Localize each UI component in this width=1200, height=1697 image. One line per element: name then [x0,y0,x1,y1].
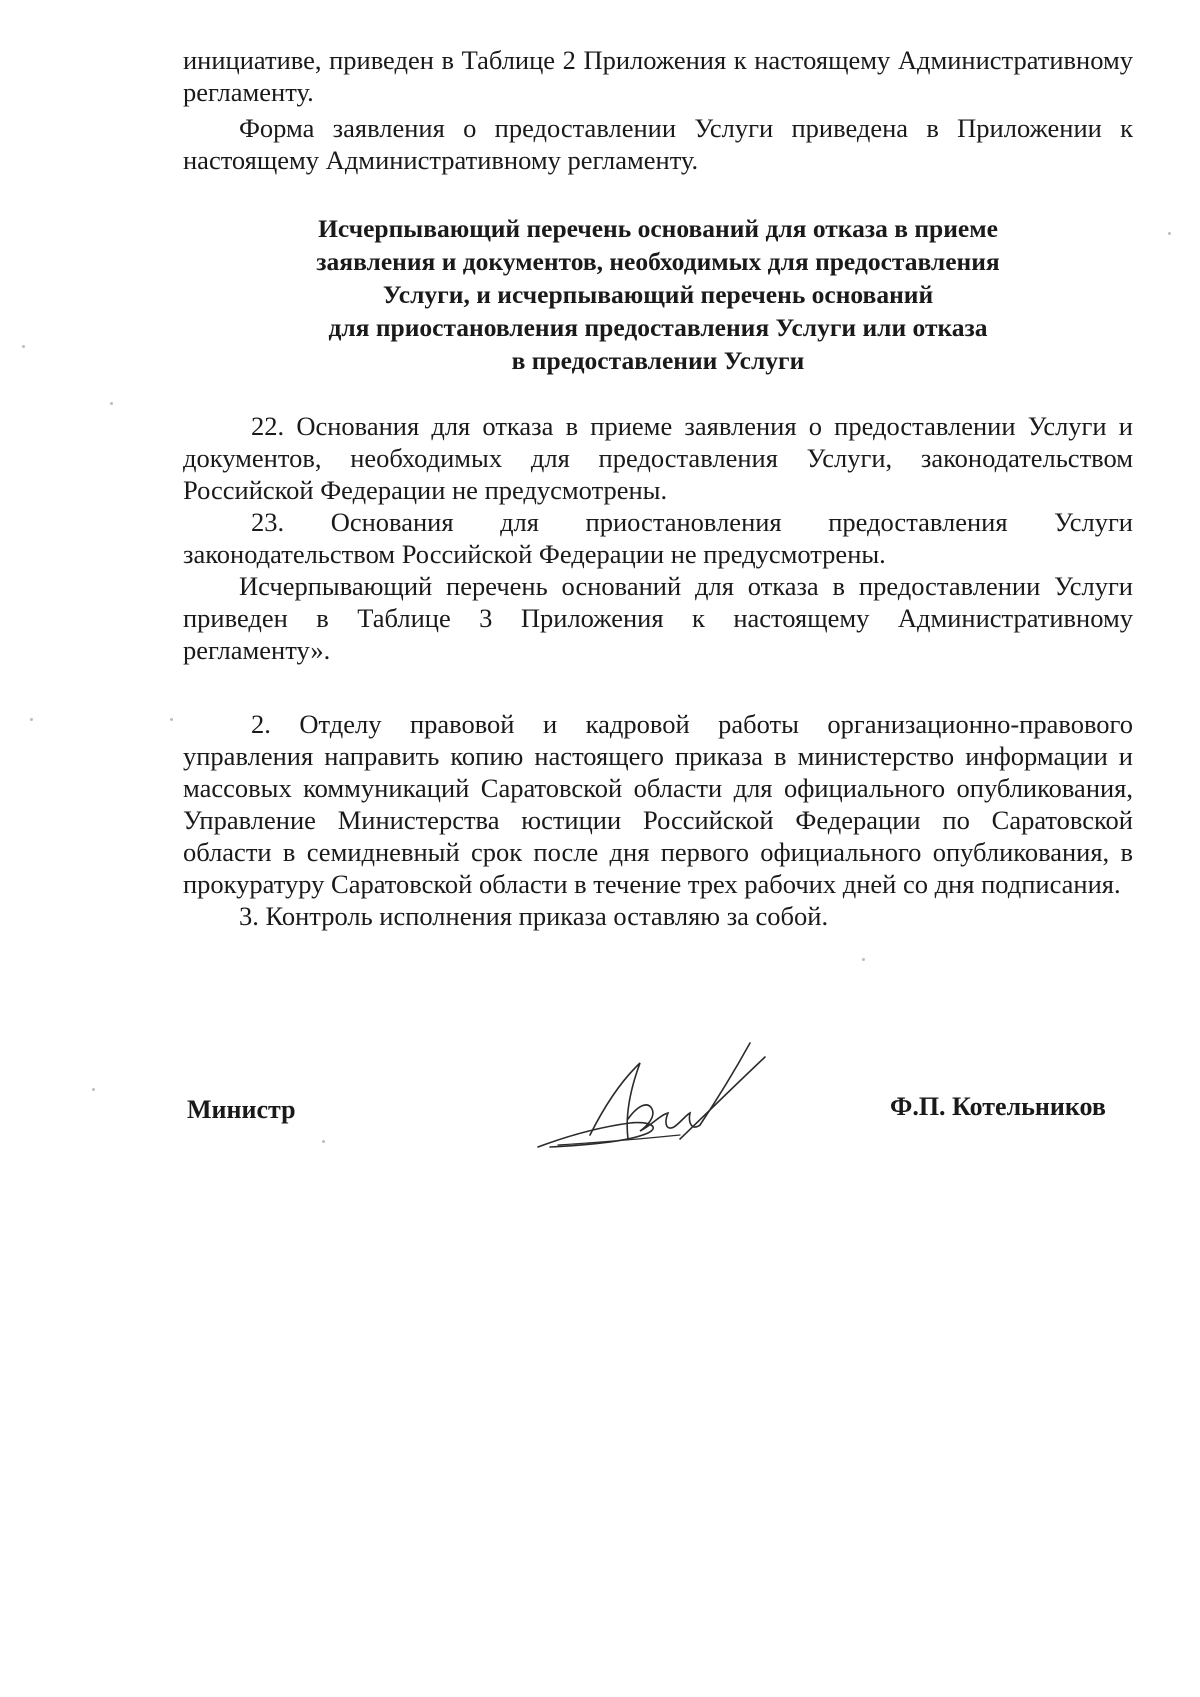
heading-line-5: в предоставлении Услуги [511,346,805,375]
order-item-2: 2. Отделу правовой и кадровой работы организационно-правового управления направить копию настоящего приказа в министерство информации и массовых коммуникаций Саратовской области для официального опубликования, Управление Министерства юстиции Российской Федерации по Саратовской области в семидневный срок после дня первого официального опубликования, в прокуратуру Саратовской области в течение трех рабочих дней со дня подписания. [183,709,1133,899]
signatory-title: Министр [187,1095,296,1124]
scan-speck [170,718,173,721]
scan-speck [862,958,865,961]
signatory-name: Ф.П. Котельников [890,1092,1106,1121]
scan-speck [322,1140,325,1143]
order-block [183,708,1133,932]
scan-speck [1168,232,1171,235]
continuation-block [183,44,1133,176]
item-23: 23. Основания для приостановления предоставления Услуги законодательством Российской Федерации не предусмотрены. [183,507,1133,569]
continuation-paragraph: инициативе, приведен в Таблице 2 Приложения к настоящему Административному регламенту. [183,45,1133,107]
items-block [183,410,1133,666]
heading-line-4: для приостановления предоставления Услуги или отказа [328,313,988,342]
item-22: 22. Основания для отказа в приеме заявления о предоставлении Услуги и документов, необходимых для предоставления Услуги, законодательством Российской Федерации не предусмотрены. [183,411,1133,505]
scan-speck [110,402,113,405]
scan-speck [92,1088,95,1091]
section-heading [183,212,1133,377]
order-item-3: 3. Контроль исполнения приказа оставляю за собой. [239,901,829,931]
form-paragraph: Форма заявления о предоставлении Услуги приведена в Приложении к настоящему Административному регламенту. [183,113,1133,175]
heading-line-2: заявления и документов, необходимых для предоставления [316,247,1000,276]
scan-speck [30,718,33,721]
heading-line-3: Услуги, и исчерпывающий перечень оснований [382,280,934,309]
scan-speck [22,345,25,348]
heading-line-1: Исчерпывающий перечень оснований для отказа в приеме [318,214,998,243]
refusal-paragraph: Исчерпывающий перечень оснований для отказа в предоставлении Услуги приведен в Таблице 3 Приложения к настоящему Административному регламенту». [183,571,1133,665]
handwritten-signature [530,1035,780,1155]
